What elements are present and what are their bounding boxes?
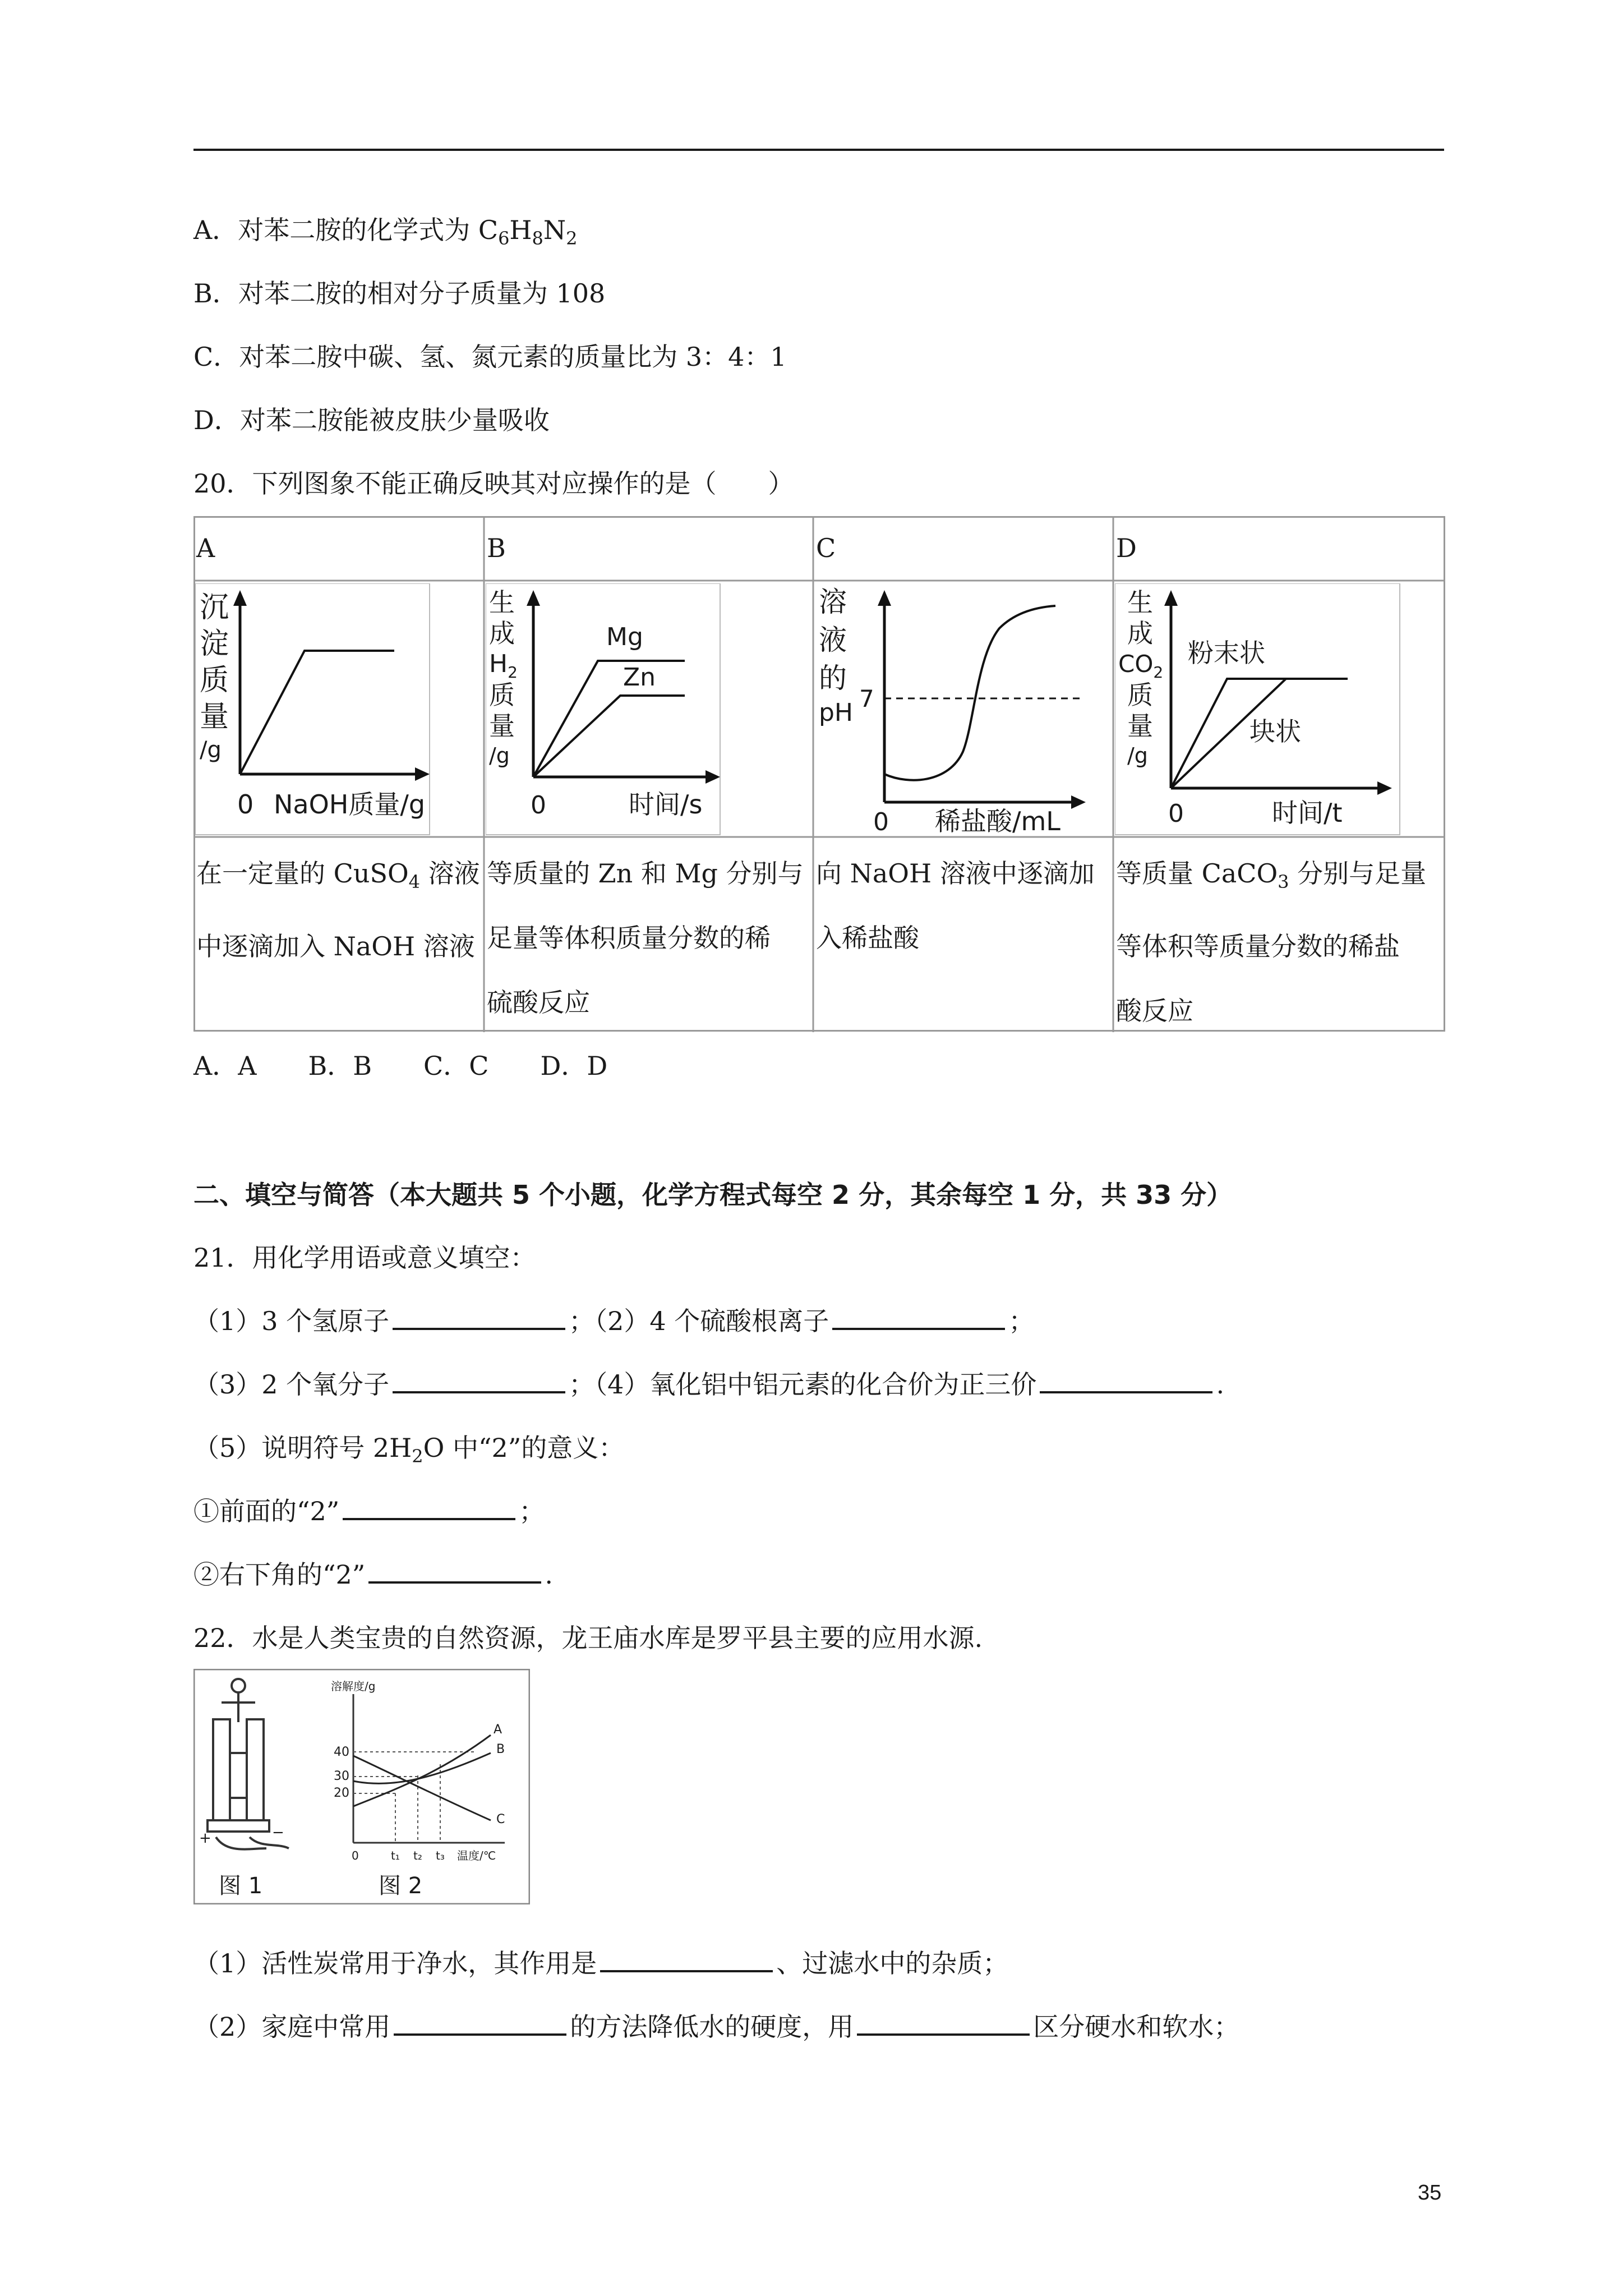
fig2-xlabel: 温度/℃: [457, 1849, 496, 1862]
chart-a-ylabel-3: 质: [200, 664, 229, 697]
col-label-a: A: [196, 533, 215, 563]
blank-1[interactable]: [393, 1305, 565, 1330]
fig2-label-a: A: [494, 1723, 502, 1737]
chart-d-ylabel-1: 生: [1127, 587, 1153, 618]
chart-b-ylabel-2: 成: [489, 618, 515, 648]
chart-c-ylabel-1: 溶: [819, 586, 847, 618]
fig2-xtick-t3: t₃: [436, 1849, 445, 1862]
chart-b-label-zn: Zn: [623, 663, 656, 692]
option-d: D．对苯二胺能被皮肤少量吸收: [193, 405, 550, 435]
q21-stem: 21．用化学用语或意义填空：: [193, 1243, 536, 1273]
fig2-tick-40: 40: [334, 1745, 349, 1759]
chart-d-xlabel: 时间/t: [1272, 798, 1343, 828]
chart-b: [486, 583, 721, 836]
fig2-xtick-t1: t₁: [391, 1849, 400, 1862]
fig2-caption: 图 2: [379, 1873, 423, 1899]
q22-figures: [193, 1669, 530, 1904]
chart-b-label-mg: Mg: [606, 623, 643, 651]
chart-b-ylabel-4: 质: [489, 680, 515, 710]
chart-d-label-powder: 粉末状: [1188, 638, 1265, 668]
desc-d: 等质量 CaCO$_3$ 分别与足量 等体积等质量分数的稀盐 酸反应: [1116, 858, 1427, 1026]
blank-7[interactable]: [600, 1948, 773, 1972]
chart-a-ylabel-2: 淀: [200, 627, 229, 661]
q22-stem: 22．水是人类宝贵的自然资源，龙王庙水库是罗平县主要的应用水源.: [193, 1623, 983, 1653]
fig2-label-c: C: [496, 1812, 505, 1826]
chart-b-ylabel-5: 量: [489, 711, 515, 741]
chart-d: [1115, 583, 1401, 836]
chart-b-ylabel-1: 生: [489, 587, 515, 618]
chart-b-ylabel-6: /g: [489, 743, 510, 768]
option-c: C．对苯二胺中碳、氢、氮元素的质量比为 3：4：1: [193, 342, 787, 372]
fig1-minus: −: [272, 1824, 284, 1841]
col-label-c: C: [816, 533, 836, 563]
chart-a-ylabel-4: 量: [200, 700, 229, 734]
chart-a-origin: 0: [237, 789, 254, 820]
chart-a-xlabel: NaOH质量/g: [274, 789, 426, 820]
chart-d-ylabel-4: 质: [1127, 680, 1153, 710]
chart-c-origin: 0: [873, 808, 889, 836]
q22-line2: （2）家庭中常用 的方法降低水的硬度，用 区分硬水和软水；: [193, 2012, 1240, 2042]
chart-c: [814, 583, 1089, 836]
fig2-curve-a: [353, 1735, 491, 1806]
fig2-tick-20: 20: [334, 1786, 349, 1800]
q20-stem: 20．下列图象不能正确反映其对应操作的是（ ）: [193, 468, 794, 499]
chart-c-ylabel-2: 液: [819, 624, 847, 656]
chart-d-ylabel-3: $CO_2$: [1118, 650, 1164, 682]
option-b: B．对苯二胺的相对分子质量为 108: [193, 278, 606, 309]
chart-c-tick-7: 7: [859, 685, 874, 712]
q21-line1: （1）3 个氢原子 ；（2）4 个硫酸根离子 ；: [193, 1306, 1035, 1336]
header-rule: [193, 149, 1444, 151]
chart-a-line: [240, 651, 394, 774]
page-number: 35: [1418, 2181, 1442, 2205]
desc-a: 在一定量的 CuSO$_4$ 溶液 中逐滴加入 NaOH 溶液: [196, 858, 480, 961]
fig2-chart: [331, 1680, 505, 1862]
blank-8[interactable]: [394, 2011, 566, 2036]
q21-line2: （3）2 个氧分子 ；（4）氧化铝中铝元素的化合价为正三价 .: [193, 1369, 1225, 1400]
fig2-curve-b: [353, 1753, 491, 1783]
chart-b-line-mg: [533, 661, 685, 777]
blank-6[interactable]: [368, 1559, 541, 1584]
chart-d-ylabel-5: 量: [1127, 711, 1153, 741]
q21-line5: ②右下角的“2” .: [193, 1559, 553, 1590]
blank-9[interactable]: [857, 2011, 1030, 2036]
chart-c-ylabel-4: pH: [819, 698, 854, 727]
fig2-ylabel: 溶解度/g: [331, 1680, 376, 1693]
option-a: A．对苯二胺的化学式为 $C_6H_8N_2$: [193, 215, 578, 249]
chart-b-xlabel: 时间/s: [629, 789, 703, 820]
chart-a: [195, 583, 431, 836]
fig1-caption: 图 1: [219, 1873, 263, 1899]
q21-line4: ①前面的“2” ；: [193, 1496, 545, 1526]
chart-c-xlabel: 稀盐酸/mL: [935, 806, 1061, 836]
chart-d-label-lump: 块状: [1249, 716, 1301, 747]
blank-3[interactable]: [393, 1369, 565, 1393]
chart-d-ylabel-2: 成: [1127, 618, 1153, 648]
chart-c-curve: [884, 606, 1055, 780]
fig2-label-b: B: [496, 1742, 505, 1756]
blank-4[interactable]: [1040, 1369, 1212, 1393]
fig2-xtick-0: 0: [352, 1849, 359, 1862]
chart-b-origin: 0: [531, 791, 546, 820]
blank-5[interactable]: [343, 1496, 515, 1520]
q22-line1: （1）活性炭常用于净水，其作用是 、过滤水中的杂质；: [193, 1948, 1009, 1978]
q21-line3: （5）说明符号 $2H_2O$ 中“2”的意义：: [193, 1433, 625, 1467]
fig1-plus: +: [199, 1830, 211, 1847]
blank-2[interactable]: [832, 1305, 1005, 1330]
chart-b-ylabel-3: $H_2$: [489, 650, 518, 682]
chart-a-ylabel-1: 沉: [200, 591, 229, 624]
desc-b: 等质量的 Zn 和 Mg 分别与 足量等体积质量分数的稀 硫酸反应: [487, 858, 804, 1018]
fig2-curve-c: [353, 1756, 491, 1820]
desc-c: 向 NaOH 溶液中逐滴加 入稀盐酸: [816, 858, 1095, 953]
col-label-b: B: [487, 533, 506, 563]
fig2-tick-30: 30: [334, 1769, 349, 1783]
section2-heading: 二、填空与简答（本大题共 5 个小题，化学方程式每空 2 分，其余每空 1 分，共 33 分）: [193, 1180, 1233, 1210]
chart-a-ylabel-5: /g: [200, 737, 222, 763]
col-label-d: D: [1116, 533, 1137, 563]
chart-d-ylabel-6: /g: [1127, 743, 1148, 768]
fig2-xtick-t2: t₂: [413, 1849, 422, 1862]
chart-d-origin: 0: [1168, 799, 1184, 828]
chart-c-ylabel-3: 的: [819, 662, 847, 694]
q20-answers: A．A B．B C．C D．D: [193, 1051, 608, 1081]
